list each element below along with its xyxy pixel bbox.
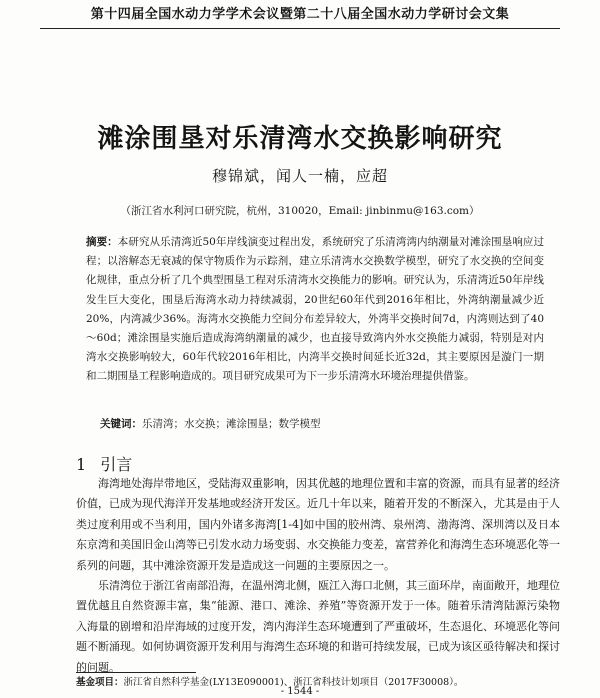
abstract [86, 233, 544, 387]
section-number: 1 [76, 455, 87, 474]
body-text [76, 474, 560, 678]
abstract-label: 摘要： [86, 236, 118, 248]
footnote-rule [76, 672, 196, 673]
paper-title: 滩涂围垦对乐清湾水交换影响研究 [97, 124, 503, 154]
paragraph-1: 海湾地处海岸带地区，受陆海双重影响，因其优越的地理位置和丰富的资源，而具有显著的经济价值，已成为现代海洋开发基地或经济开发区。近几十年以来，随着开发的不断深入，尤其是由于人类过度利用或不当利用，国内外诸多海湾[1-4]如中国的胶州湾、泉州湾、渤海湾、深圳湾以及日本东京湾和美国旧金山湾等已引发水动力场变弱、水交换能力变差，富营养化和海湾生态环境恶化等一系列的问题，其中滩涂资源开发是造成这一问题的主要原因之一。 [76, 477, 560, 572]
authors: 穆锦斌，闻人一楠，应超 [211, 167, 388, 185]
funding-text: 浙江省自然科学基金(LY13E090001)、浙江省科技计划项目（2017F30008）。 [123, 677, 464, 688]
keywords-label: 关键词： [100, 418, 142, 430]
page-number: - 1544 - [280, 686, 320, 697]
keywords [100, 415, 544, 433]
section-heading [76, 452, 146, 475]
keywords-text: 乐清湾；水交换；滩涂围垦；数学模型 [142, 418, 321, 430]
affiliation: （浙江省水利河口研究院，杭州，310020，Email: jinbinmu@163.com） [120, 205, 480, 217]
section-title: 引言 [100, 455, 133, 474]
paragraph-2: 乐清湾位于浙江省南部沿海，在温州湾北侧，瓯江入海口北侧，其三面环岸，南面敞开，地理位置优越且自然资源丰富，集“能源、港口、滩涂、养殖”等资源开发于一体。随着乐清湾陆源污染物入海量的剧增和沿岸海域的过度开发，湾内海洋生态环境遭到了严重破坏，生态退化、环境恶化等问题不断涌现。如何协调资源开发利用与海湾生态环境的和谐可持续发展，已成为该区亟待解决和探讨的问题。 [76, 579, 560, 674]
abstract-text: 本研究从乐清湾近50年岸线演变过程出发，系统研究了乐清湾湾内纳潮量对滩涂围垦响应过程；以溶解态无衰减的保守物质作为示踪剂，建立乐清湾水交换数学模型，研究了水交换的空间变化规律，重点分析了几个典型围垦工程对乐清湾水交换能力的影响。研究认为，乐清湾近50年岸线发生巨大变化，围垦后海湾水动力持续减弱，20世纪60年代到2016年相比，外湾纳潮量减少近20%，内湾减少36%。海湾水交换能力空间分布差异较大，外湾半交换时间7d，内湾则达到了40～60d；滩涂围垦实施后造成海湾纳潮量的减少，也直接导致湾内外水交换能力减弱，特别是对内湾水交换影响较大，60年代较2016年相比，内湾半交换时间延长近32d，其主要原因是漩门一期和二期围垦工程影响造成的。项目研究成果可为下一步乐清湾水环境治理提供借鉴。 [86, 236, 545, 383]
running-header: 第十四届全国水动力学学术会议暨第二十八届全国水动力学研讨会文集 [40, 2, 560, 29]
funding-label: 基金项目： [76, 677, 124, 688]
